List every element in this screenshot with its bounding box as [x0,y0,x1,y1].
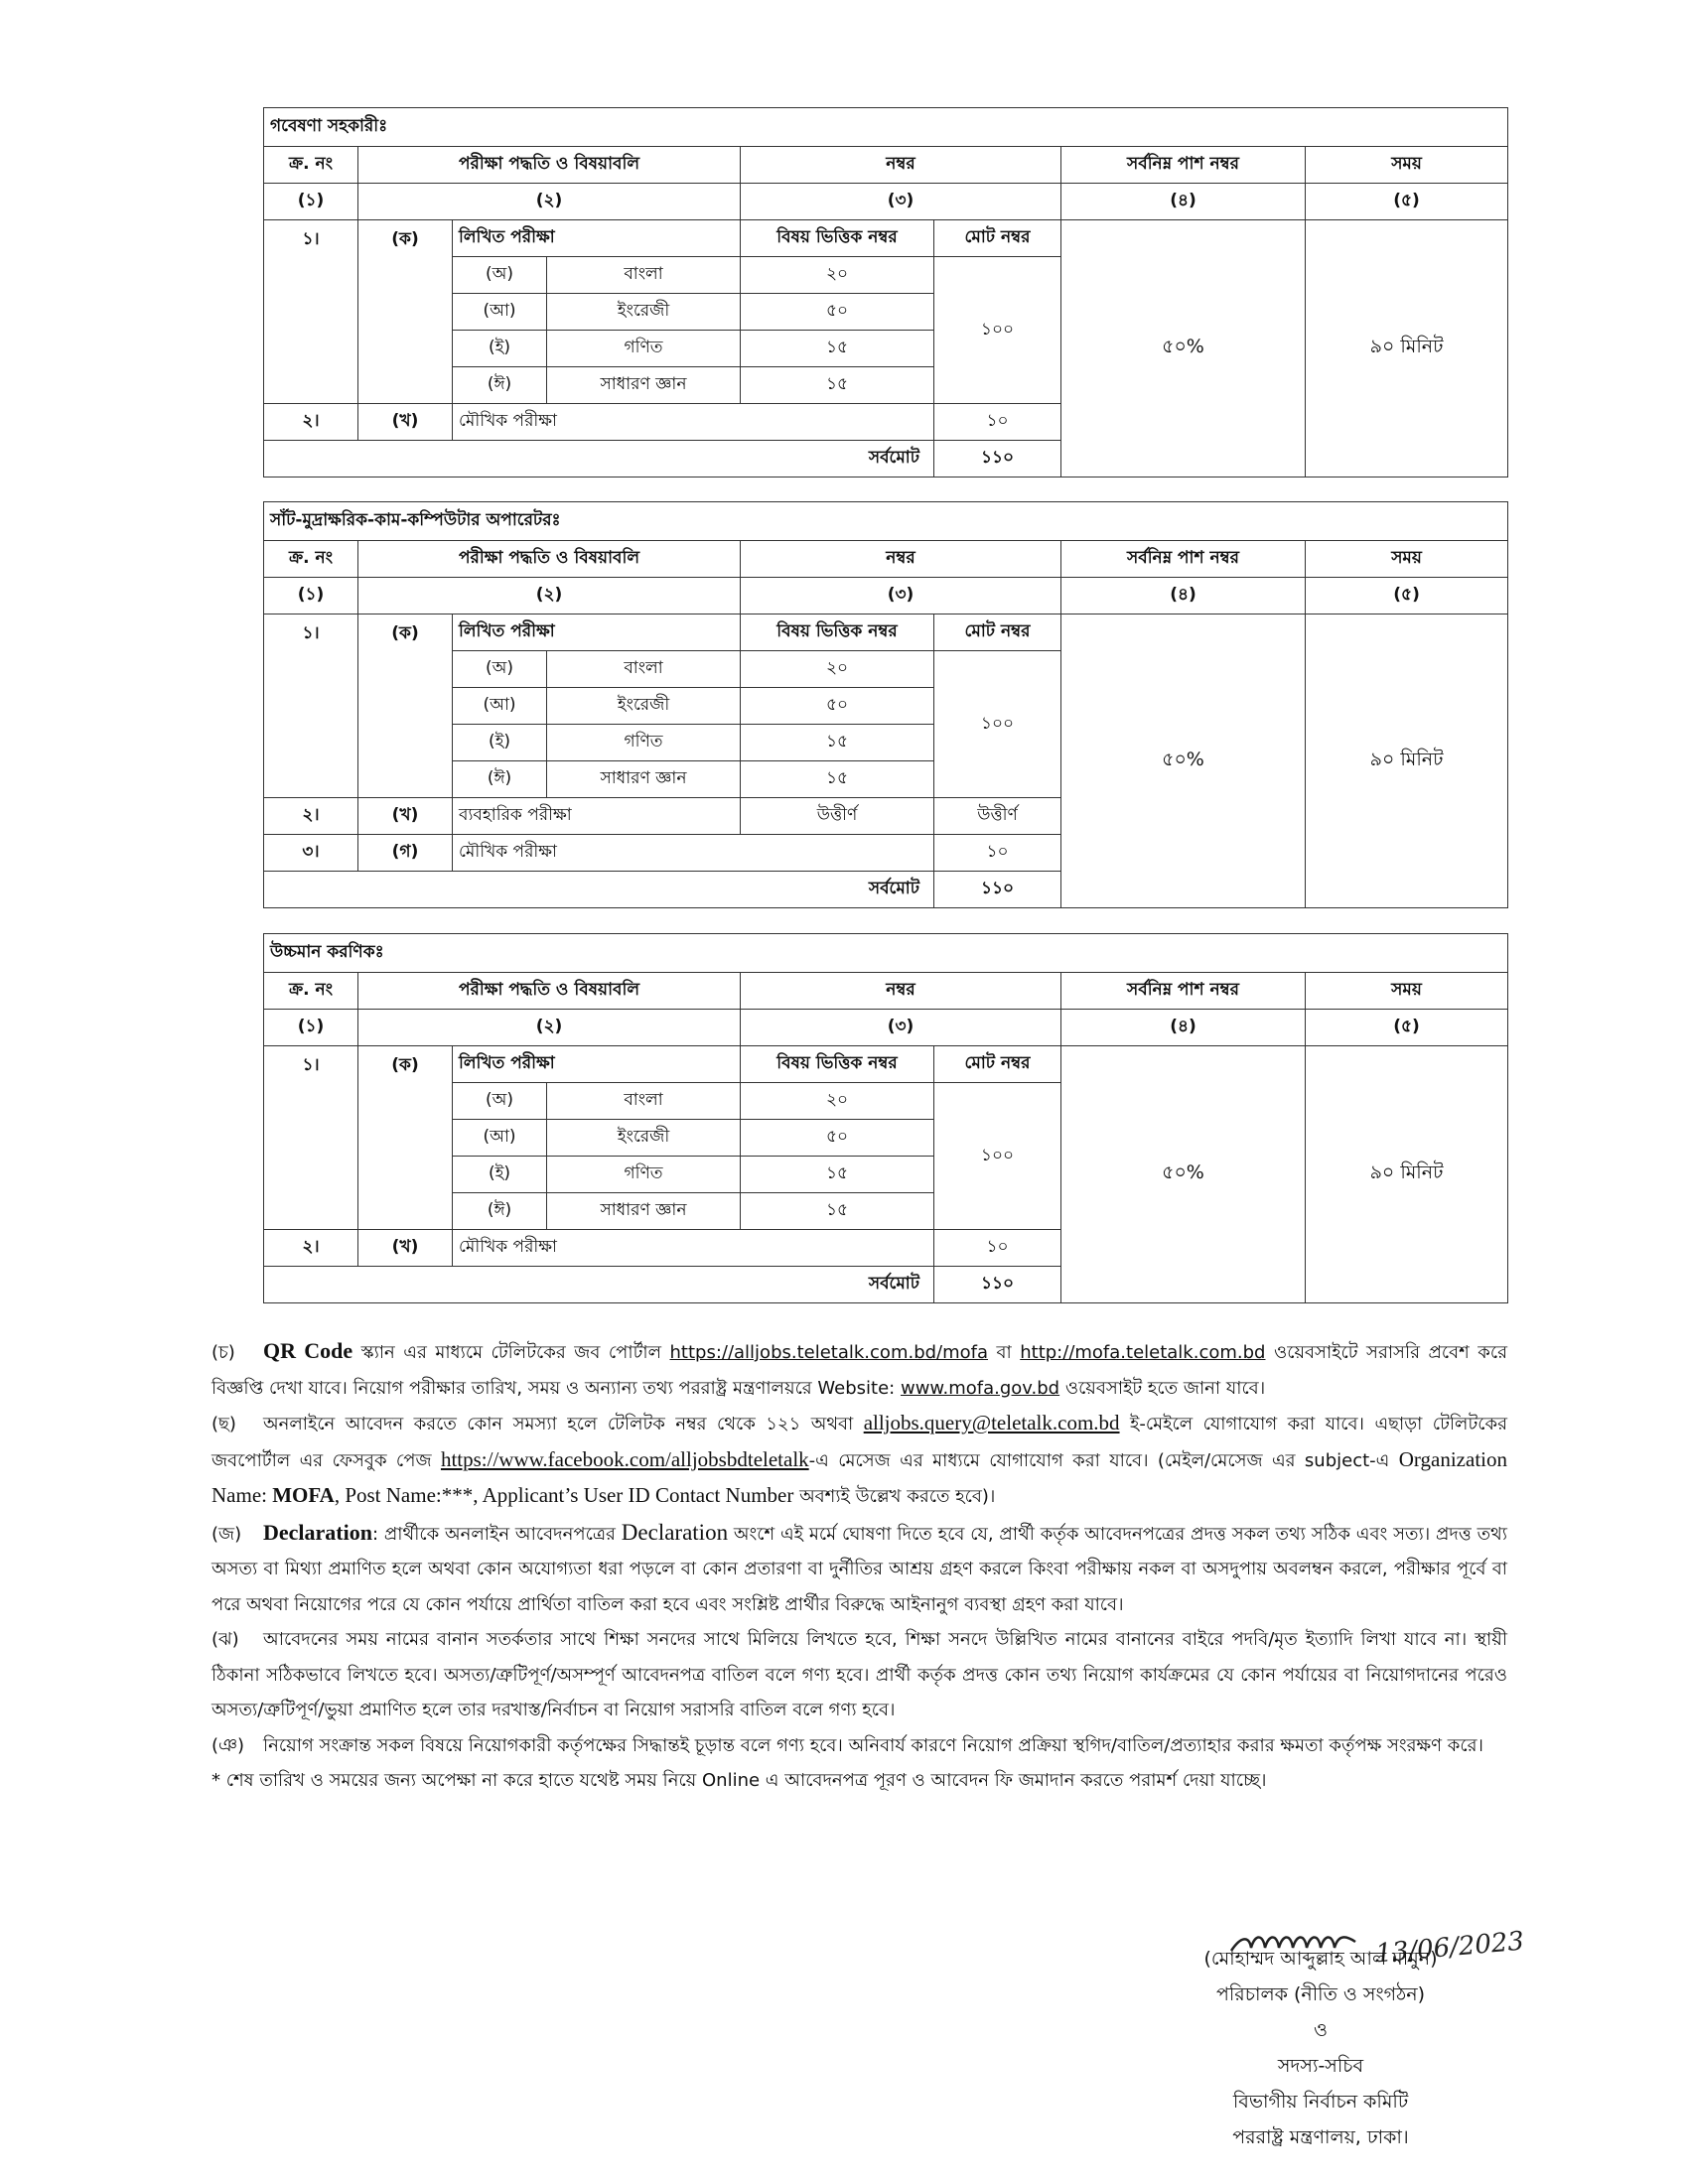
header-method: পরীক্ষা পদ্ধতি ও বিষয়াবলি [358,973,741,1010]
exam-table-upper-division-clerk [263,933,1507,1303]
subject-marks: ৫০ [741,688,934,725]
note-text: ওয়েবসাইটে সরাসরি প্রবেশ করে বিজ্ঞপ্তি দেখা যাবে। নিয়োগ পরীক্ষার তারিখ, সময় ও অন্যান্য তথ্য পররাষ্ট্র মন্ত্রণালয়রে Website: [211,1342,1508,1399]
section-title: উচ্চমান করণিকঃ [264,934,1508,973]
note-text: ওয়েবসাইট হতে জানা যাবে। [1059,1377,1266,1399]
facebook-page-link[interactable]: https://www.facebook.com/alljobsbdteletalk [440,1446,809,1471]
note-text-english: , Post Name:***, Applicant’s User ID Contact Number [334,1483,794,1507]
subject-marks: ১৫ [741,761,934,798]
note-text: অবশ্যই উল্লেখ করতে হবে)। [793,1486,996,1507]
header-serial: ক্র. নং [264,147,358,184]
written-label: লিখিত পরীক্ষা [453,220,741,257]
viva-serial: ২। [264,1230,358,1267]
signatory-role: সদস্য-সচিব [1277,2055,1364,2077]
col-number-4: (৪) [1061,1010,1306,1046]
note-text: ই-মেইলে যোগাযোগ করা যাবে। এছাড়া টেলিটকের জবপোর্টাল এর ফেসবুক পেজ [211,1414,1507,1471]
written-total: ১০০ [934,1083,1061,1230]
viva-code: (খ) [358,1230,453,1267]
declaration-keyword: Declaration [263,1519,372,1545]
col-number-2: (২) [358,578,741,614]
subject-name: বাংলা [547,257,741,294]
note-text: আবেদনের সময় নামের বানান সতর্কতার সাথে শিক্ষা সনদের সাথে মিলিয়ে লিখতে হবে, শিক্ষা সনদে উল্লিখিত নামের বানানের বাইরে পদবি/মৃত ইত্যাদি লিখা যাবে না। স্থায়ী ঠিকানা সঠিকভাবে লিখতে হবে। অসত্য/ত্রুটিপূর্ণ/অসম্পূর্ণ আবেদনপত্র বাতিল বলে গণ্য হবে। প্রার্থী কর্তৃক প্রদত্ত কোন তথ্য নিয়োগ কার্যক্রমের যে কোন পর্যায়ের বা নিয়োগদানের পরেও অসত্য/ত্রুটিপূর্ণ/ভুয়া প্রমাণিত হলে তার দরখাস্ত/নির্বাচন বা নিয়োগ সরাসরি বাতিল বলে গণ্য হবে। [211,1629,1507,1720]
header-method: পরীক্ষা পদ্ধতি ও বিষয়াবলি [358,541,741,578]
note-text: -এ মেসেজ এর মাধ্যমে যোগাযোগ করা যাবে। (মেইল/মেসেজ এর subject-এ [808,1449,1399,1471]
header-pass: সর্বনিম্ন পাশ নম্বর [1061,147,1306,184]
advice-note: * শেষ তারিখ ও সময়ের জন্য অপেক্ষা না করে হাতে যথেষ্ট সময় নিয়ে Online এ আবেদনপত্র পূরণ ও আবেদন ফি জমাদান করতে পরামর্শ দেয়া যাচ্ছে। [211,1770,1267,1791]
grand-total-label: সর্বমোট [264,1267,934,1303]
total-marks-header: মোট নম্বর [934,220,1061,257]
instructions [211,1333,1507,1799]
pass-percentage: ৫০% [1061,614,1306,908]
header-marks: নম্বর [741,541,1061,578]
note-text: বা [988,1342,1021,1363]
written-label: লিখিত পরীক্ষা [453,1046,741,1083]
exam-time: ৯০ মিনিট [1306,1046,1508,1303]
col-number-3: (৩) [741,1010,1061,1046]
grand-total-value: ১১০ [934,872,1061,908]
viva-code: (গ) [358,835,453,872]
exam-time: ৯০ মিনিট [1306,220,1508,478]
subject-marks: ৫০ [741,1120,934,1157]
subject-marks: ১৫ [741,725,934,761]
org-name: MOFA [272,1483,335,1507]
signatory-and: ও [1314,2019,1328,2041]
subject-code: (ই) [453,725,547,761]
subject-marks: ২০ [741,1083,934,1120]
signatory-name: (মোহাম্মদ আব্দুল্লাহ আল মামুন) [1203,1948,1438,1970]
note-nya [211,1728,1507,1764]
subject-code: (ঈ) [453,367,547,404]
subject-code: (ই) [453,1157,547,1193]
col-number-4: (৪) [1061,578,1306,614]
note-chha [211,1406,1507,1515]
viva-label: মৌখিক পরীক্ষা [453,404,934,441]
section-title: সাঁট-মুদ্রাক্ষরিক-কাম-কম্পিউটার অপারেটরঃ [264,502,1508,541]
note-text: অংশে এই মর্মে ঘোষণা দিতে হবে যে, প্রার্থী কর্তৃক আবেদনপত্রের প্রদত্ত সকল তথ্য সঠিক এবং সত্য। প্রদত্ত তথ্য অসত্য বা মিথ্যা প্রমাণিত হলে অথবা কোন অযোগ্যতা ধরা পড়লে বা কোন প্রতারণা বা দুর্নীতির আশ্রয় গ্রহণ করলে কিংবা পরীক্ষায় নকল বা অসদুপায় অবলম্বন করলে, পরীক্ষার পূর্বে বা পরে অথবা নিয়োগের পরে যে কোন পর্যায়ে প্রার্থিতা বাতিল করা হবে এবং সংশ্লিষ্ট প্রার্থীর বিরুদ্ধে আইনানুগ ব্যবস্থা গ্রহণ করা যাবে। [211,1523,1507,1615]
signatory-office: পররাষ্ট্র মন্ত্রণালয়, ঢাকা। [1232,2126,1409,2148]
viva-label: মৌখিক পরীক্ষা [453,835,934,872]
col-number-1: (১) [264,1010,358,1046]
col-number-4: (৪) [1061,184,1306,220]
subject-marks: ২০ [741,257,934,294]
practical-serial: ২। [264,798,358,835]
declaration-keyword-inline: Declaration [621,1519,729,1545]
exam-time: ৯০ মিনিট [1306,614,1508,908]
subject-name: বাংলা [547,651,741,688]
written-serial: ১। [264,220,358,404]
note-text: : প্রার্থীকে অনলাইন আবেদনপত্রের [371,1523,622,1545]
header-serial: ক্র. নং [264,541,358,578]
viva-code: (খ) [358,404,453,441]
written-code: (ক) [358,220,453,404]
written-label: লিখিত পরীক্ষা [453,614,741,651]
subject-name: ইংরেজী [547,294,741,331]
subject-name: গণিত [547,331,741,367]
subject-marks: ১৫ [741,367,934,404]
note-text-english: Organization Name: [211,1446,1507,1507]
col-number-5: (৫) [1306,1010,1508,1046]
signature-date: 13/06/2023 [1374,1926,1526,1966]
col-number-2: (২) [358,184,741,220]
support-email-link[interactable]: alljobs.query@teletalk.com.bd [863,1411,1120,1434]
note-cha [211,1333,1507,1406]
subject-marks: ১৫ [741,1193,934,1230]
note-label: (চ) [211,1342,235,1363]
signatory-committee: বিভাগীয় নির্বাচন কমিটি [1232,2091,1409,2113]
subject-code: (অ) [453,651,547,688]
viva-marks: ১০ [934,404,1061,441]
total-marks-header: মোট নম্বর [934,614,1061,651]
subject-name: ইংরেজী [547,688,741,725]
job-portal-link[interactable]: https://alljobs.teletalk.com.bd/mofa [669,1342,989,1363]
subject-marks-header: বিষয় ভিত্তিক নম্বর [741,220,934,257]
col-number-2: (২) [358,1010,741,1046]
header-pass: সর্বনিম্ন পাশ নম্বর [1061,541,1306,578]
subject-marks: ১৫ [741,331,934,367]
practical-marks: উত্তীর্ণ [741,798,934,835]
subject-name: গণিত [547,1157,741,1193]
subject-code: (ঈ) [453,761,547,798]
col-number-1: (১) [264,578,358,614]
written-total: ১০০ [934,257,1061,404]
subject-name: সাধারণ জ্ঞান [547,1193,741,1230]
subject-name: বাংলা [547,1083,741,1120]
written-code: (ক) [358,614,453,798]
viva-marks: ১০ [934,1230,1061,1267]
header-marks: নম্বর [741,973,1061,1010]
header-method: পরীক্ষা পদ্ধতি ও বিষয়াবলি [358,147,741,184]
header-marks: নম্বর [741,147,1061,184]
grand-total-value: ১১০ [934,441,1061,478]
written-code: (ক) [358,1046,453,1230]
pass-percentage: ৫০% [1061,1046,1306,1303]
header-time: সময় [1306,541,1508,578]
subject-name: গণিত [547,725,741,761]
note-text: অনলাইনে আবেদন করতে কোন সমস্যা হলে টেলিটক নম্বর থেকে ১২১ অথবা [263,1414,864,1434]
subject-code: (আ) [453,294,547,331]
subject-marks-header: বিষয় ভিত্তিক নম্বর [741,614,934,651]
col-number-5: (৫) [1306,578,1508,614]
header-pass: সর্বনিম্ন পাশ নম্বর [1061,973,1306,1010]
note-label: (ঝ) [211,1629,239,1650]
subject-code: (আ) [453,1120,547,1157]
written-serial: ১। [264,614,358,798]
note-label: (ঞ) [211,1734,245,1756]
note-text: স্ক্যান এর মাধ্যমে টেলিটকের জব পোর্টাল [352,1342,670,1363]
subject-name: ইংরেজী [547,1120,741,1157]
header-time: সময় [1306,973,1508,1010]
total-marks-header: মোট নম্বর [934,1046,1061,1083]
viva-serial: ২। [264,404,358,441]
subject-marks-header: বিষয় ভিত্তিক নম্বর [741,1046,934,1083]
qr-code-keyword: QR Code [263,1338,353,1363]
signatory-designation: পরিচালক (নীতি ও সংগঠন) [1215,1983,1426,2005]
grand-total-label: সর্বমোট [264,872,934,908]
mofa-teletalk-link[interactable]: http://mofa.teletalk.com.bd [1020,1342,1266,1363]
written-total: ১০০ [934,651,1061,798]
subject-marks: ২০ [741,651,934,688]
note-ja [211,1515,1507,1623]
subject-code: (আ) [453,688,547,725]
col-number-3: (৩) [741,184,1061,220]
subject-code: (অ) [453,1083,547,1120]
written-serial: ১। [264,1046,358,1230]
practical-code: (খ) [358,798,453,835]
col-number-3: (৩) [741,578,1061,614]
mofa-website-link[interactable]: www.mofa.gov.bd [900,1377,1060,1399]
grand-total-label: সর্বমোট [264,441,934,478]
subject-code: (অ) [453,257,547,294]
viva-serial: ৩। [264,835,358,872]
exam-table-research-assistant [263,107,1507,478]
header-time: সময় [1306,147,1508,184]
note-jha [211,1622,1507,1728]
practical-total: উত্তীর্ণ [934,798,1061,835]
practical-label: ব্যবহারিক পরীক্ষা [453,798,741,835]
header-serial: ক্র. নং [264,973,358,1010]
note-text: নিয়োগ সংক্রান্ত সকল বিষয়ে নিয়োগকারী কর্তৃপক্ষের সিদ্ধান্তই চূড়ান্ত বলে গণ্য হবে। অনিবার্য কারণে নিয়োগ প্রক্রিয়া স্থগিদ/বাতিল/প্রত্যাহার করার ক্ষমতা কর্তৃপক্ষ সংরক্ষণ করে। [263,1734,1483,1756]
signatory-block [1152,1941,1489,2155]
viva-marks: ১০ [934,835,1061,872]
col-number-5: (৫) [1306,184,1508,220]
section-title: গবেষণা সহকারীঃ [264,108,1508,147]
exam-table-stenographer [263,501,1507,908]
grand-total-value: ১১০ [934,1267,1061,1303]
subject-name: সাধারণ জ্ঞান [547,761,741,798]
subject-marks: ৫০ [741,294,934,331]
subject-code: (ই) [453,331,547,367]
subject-marks: ১৫ [741,1157,934,1193]
pass-percentage: ৫০% [1061,220,1306,478]
note-label: (ছ) [211,1414,236,1434]
subject-name: সাধারণ জ্ঞান [547,367,741,404]
note-label: (জ) [211,1523,242,1545]
viva-label: মৌখিক পরীক্ষা [453,1230,934,1267]
subject-code: (ঈ) [453,1193,547,1230]
col-number-1: (১) [264,184,358,220]
